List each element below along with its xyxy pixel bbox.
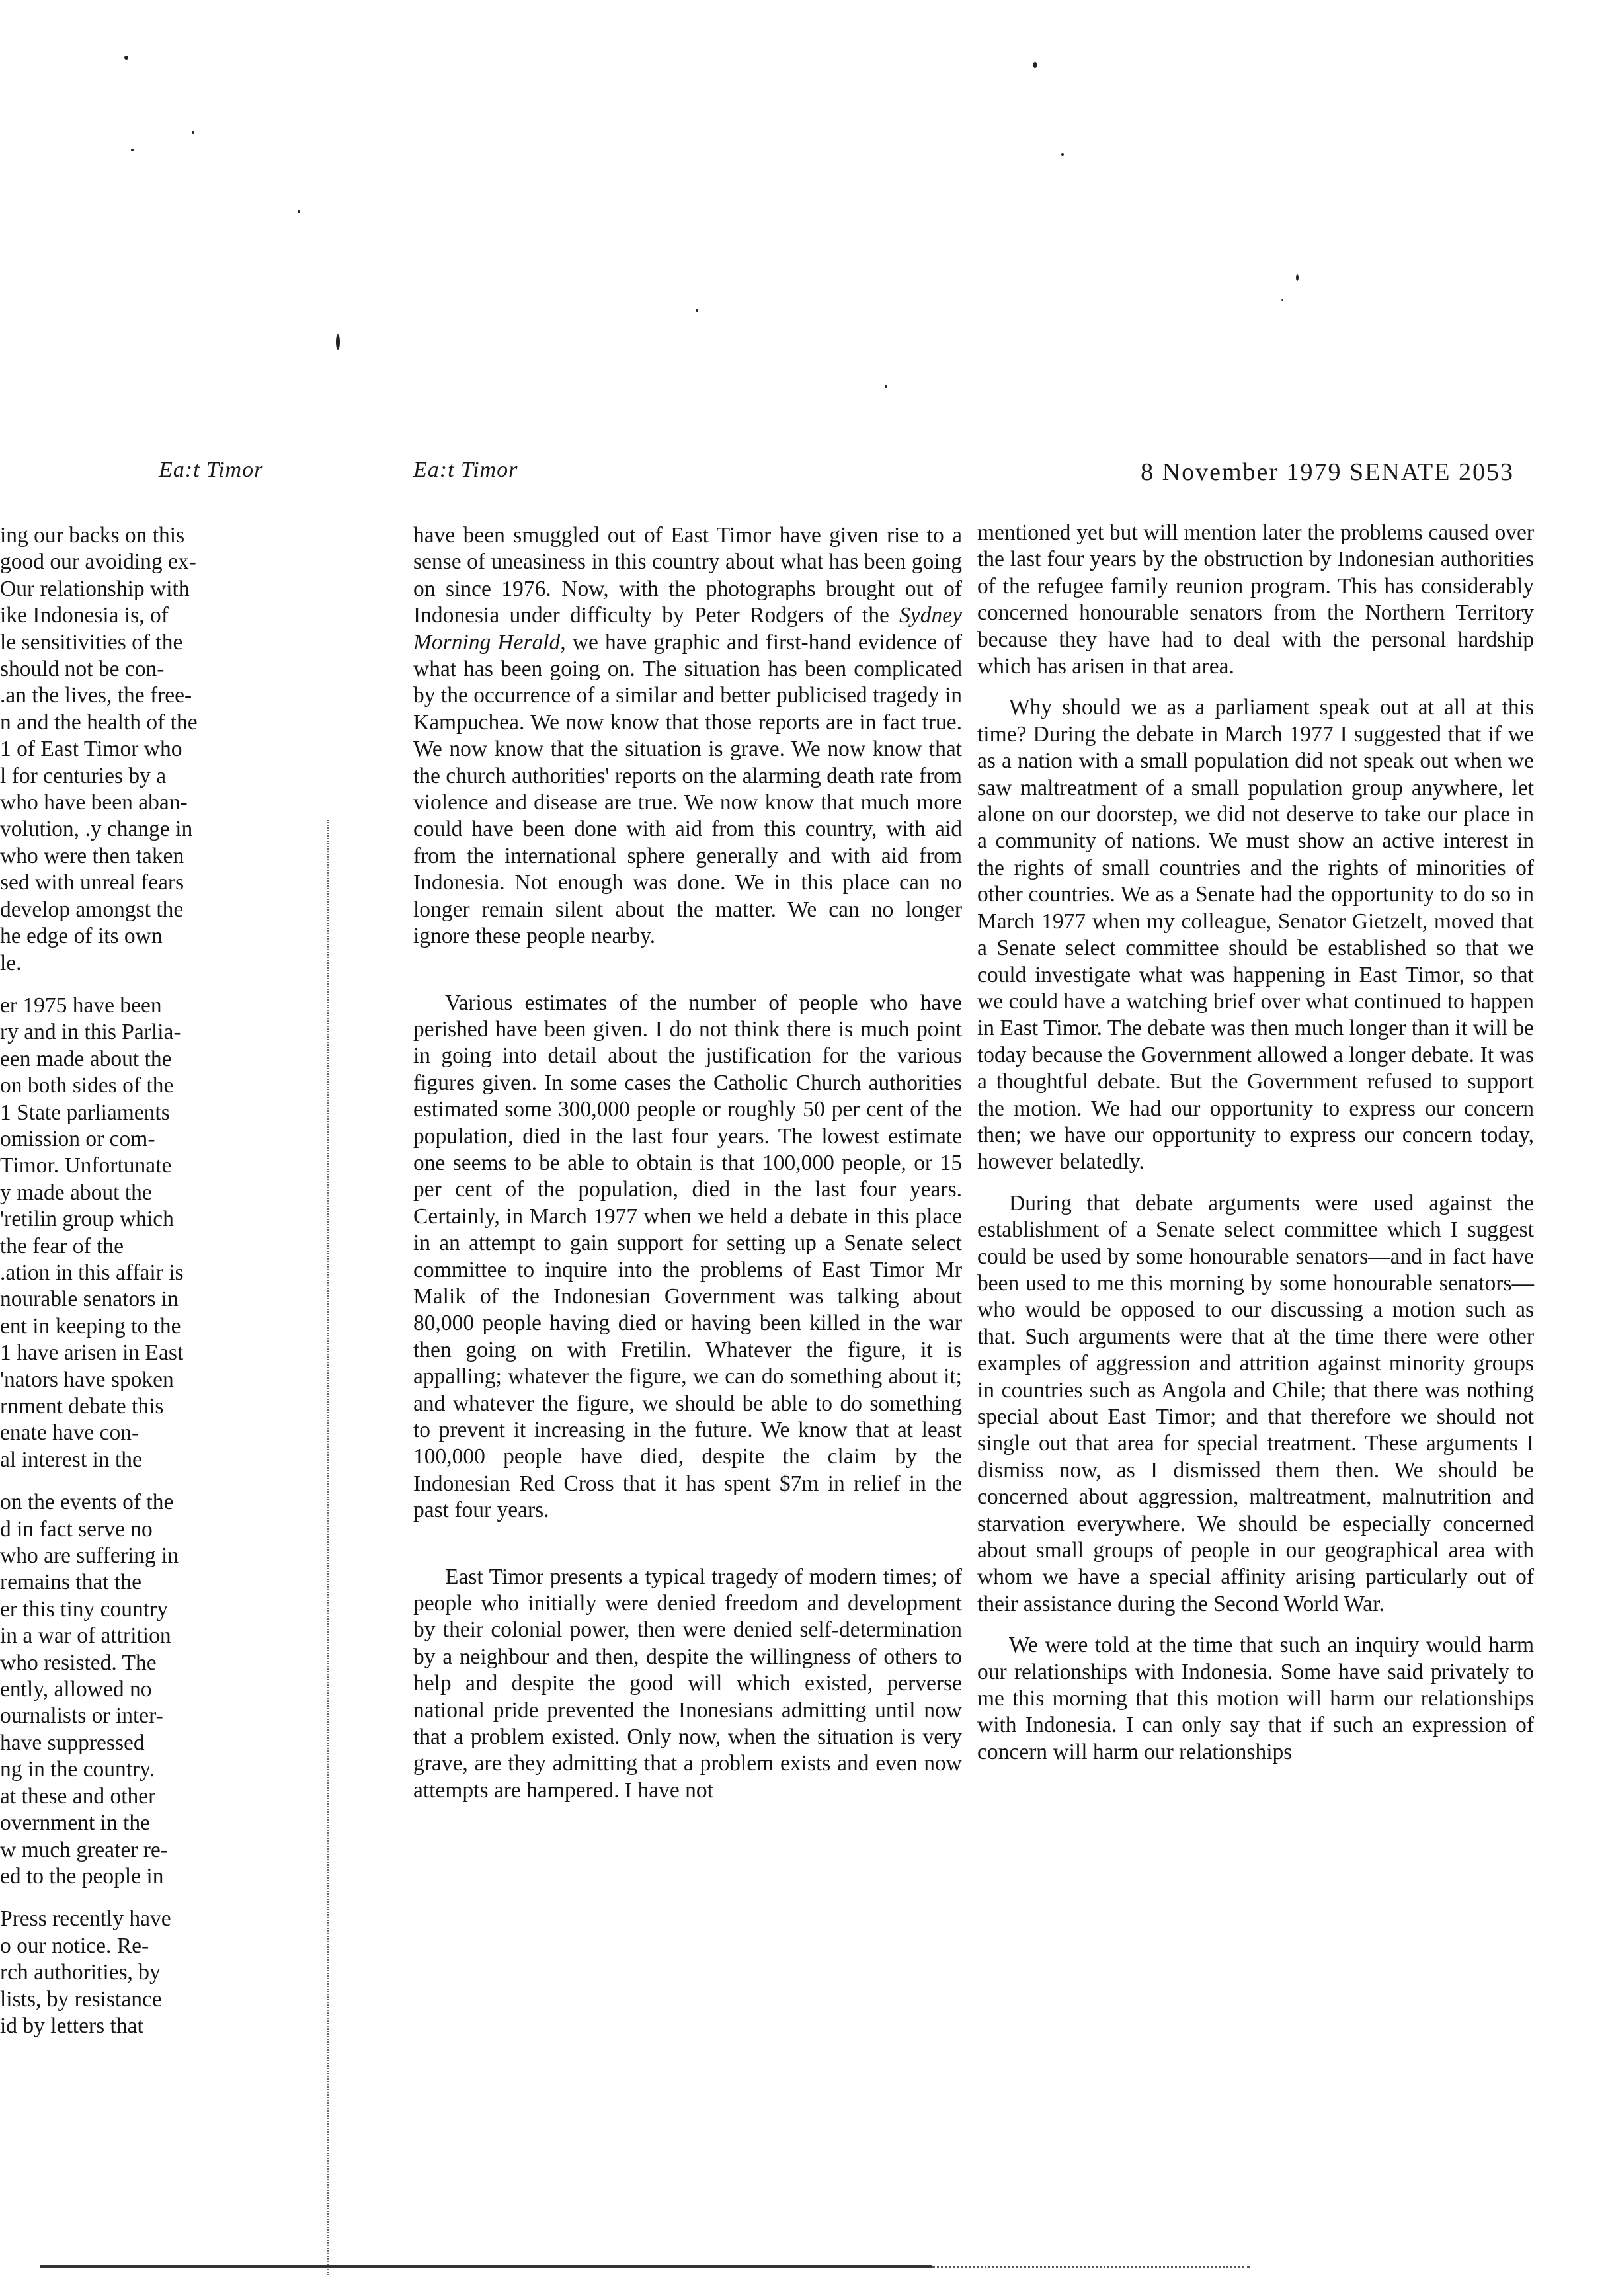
text-fragment: .an the lives, the free- bbox=[0, 683, 192, 708]
text-fragment: y made about the bbox=[0, 1180, 152, 1205]
text-fragment: enate have con- bbox=[0, 1420, 140, 1446]
scan-speck bbox=[124, 56, 128, 60]
text-fragment: een made about the bbox=[0, 1046, 172, 1071]
text-fragment: le. bbox=[0, 950, 22, 975]
text-fragment: l for centuries by a bbox=[0, 763, 167, 788]
text-fragment: should not be con- bbox=[0, 657, 165, 682]
text-fragment: develop amongst the bbox=[0, 897, 184, 922]
text-fragment: who have been aban- bbox=[0, 790, 188, 815]
scan-speck bbox=[1296, 274, 1299, 281]
right-column bbox=[977, 520, 1534, 1766]
text-fragment: rch authorities, by bbox=[0, 1960, 161, 1985]
text-fragment: good our avoiding ex- bbox=[0, 550, 196, 575]
paragraph: We were told at the time that such an inquiry would harm our relationships with Indonesia. Some have said privately to me this morning that this motion will harm our relationships with Indonesia. I can only say that if such an expression of concern will harm our relationships bbox=[977, 1633, 1534, 1764]
text-fragment: he edge of its own bbox=[0, 924, 163, 949]
text-fragment: ed to the people in bbox=[0, 1864, 164, 1889]
text-fragment: omission or com- bbox=[0, 1126, 155, 1151]
paragraph: have been smuggled out of East Timor have given rise to a sense of uneasiness in this country about what has been going on since 1976. Now, with the photographs brought out of Indonesia under difficulty by Peter Rodgers of the Sydney Morning Herald, we have graphic and first-hand evidence of what has been going on. The situation has been complicated by the occurrence of a similar and better publicised tragedy in Kampuchea. We now know that those reports are in fact true. We now know that the situation is grave. We now know that the church authorities' reports on the alarming death rate from violence and disease are true. We now know that much more could have been done with aid from this country, with aid from the international sphere generally and with aid from Indonesia. Not enough was done. We in this place can no longer remain silent about the matter. We can no longer ignore these people nearby. bbox=[413, 523, 963, 949]
text-fragment: w much greater re- bbox=[0, 1837, 168, 1862]
text-fragment: er 1975 have been bbox=[0, 993, 162, 1018]
text-fragment: ent in keeping to the bbox=[0, 1313, 181, 1338]
text-fragment: 1 have arisen in East bbox=[0, 1340, 184, 1366]
text-fragment: who are suffering in bbox=[0, 1543, 179, 1569]
text-fragment: ing our backs on this bbox=[0, 523, 185, 548]
text-fragment: .ation in this affair is bbox=[0, 1260, 184, 1285]
text-fragment: who resisted. The bbox=[0, 1650, 157, 1675]
text-fragment: 1 State parliaments bbox=[0, 1100, 170, 1125]
text-fragment: volution, .y change in bbox=[0, 817, 193, 842]
scan-speck bbox=[1281, 299, 1283, 301]
text-fragment: Timor. Unfortunate bbox=[0, 1153, 172, 1178]
text-fragment: id by letters that bbox=[0, 2013, 143, 2038]
text-fragment: overnment in the bbox=[0, 1811, 150, 1836]
text-fragment: ry and in this Parlia- bbox=[0, 1020, 181, 1045]
text-fragment: the fear of the bbox=[0, 1233, 124, 1258]
left-column-fragments bbox=[0, 522, 278, 2039]
text-fragment: who were then taken bbox=[0, 843, 184, 868]
bottom-scan-edge-dotted bbox=[932, 2266, 1250, 2268]
text-fragment: at these and other bbox=[0, 1784, 156, 1809]
text-fragment: ently, allowed no bbox=[0, 1677, 152, 1702]
scan-speck bbox=[298, 210, 300, 213]
text-fragment: le sensitivities of the bbox=[0, 630, 183, 655]
blank-line bbox=[0, 1473, 278, 1489]
blank-line bbox=[0, 977, 278, 993]
text-fragment: on the events of the bbox=[0, 1490, 174, 1515]
scan-speck bbox=[1033, 62, 1037, 68]
text-fragment: rnment debate this bbox=[0, 1394, 164, 1418]
blank-line bbox=[0, 1890, 278, 1906]
running-title-left: Ea:t Timor bbox=[159, 458, 264, 482]
text-fragment: remains that the bbox=[0, 1570, 141, 1595]
paragraph: Various estimates of the number of people who have perished have been given. I do not think there is much point in going into detail about the justification for the various figures given. In some cases the Catholic Church authorities estimated some 300,000 people or roughly 50 per cent of the population, died in the last four years. The lowest estimate one seems to be able to obtain is that 100,000 people, or 15 per cent of the population, died in the last four years. Certainly, in March 1977 when we held a debate in this place in an attempt to gain support for setting up a Senate select committee to inquire into the problems of East Timor Mr Malik of the Indonesian Government was talking about 80,000 people having died or having been killed in the war then going on with Fretilin. Whatever the figure, it is appalling; whatever the figure, we can do something about it; and whatever the figure, we should be able to do something to prevent it increasing in the future. We know that at least 100,000 people have died, despite the claim by the Indonesian Red Cross that it has spent $7m in relief in the past four years. bbox=[413, 990, 962, 1523]
scan-speck bbox=[696, 309, 698, 312]
running-title-middle: Ea:t Timor bbox=[413, 458, 518, 482]
scan-speck bbox=[131, 149, 134, 151]
paragraph: mentioned yet but will mention later the problems caused over the last four years by the obstruction by Indonesian authorities of the refugee family reunion program. This has considerably concerned honourable senators from the Northern Territory because they have had to deal with the personal hardship which has arisen in that area. bbox=[977, 520, 1534, 679]
text-fragment: sed with unreal fears bbox=[0, 870, 184, 895]
page-header-date-chamber-number: 8 November 1979 SENATE 2053 bbox=[1141, 458, 1514, 486]
text-fragment: ournalists or inter- bbox=[0, 1703, 163, 1729]
bottom-scan-edge bbox=[40, 2265, 932, 2268]
gutter-mark bbox=[327, 820, 331, 2275]
text-fragment: ng in the country. bbox=[0, 1757, 155, 1782]
text-fragment: nourable senators in bbox=[0, 1287, 179, 1312]
text-fragment: ike Indonesia is, of bbox=[0, 603, 169, 628]
newspaper-title: Sydney Morning Herald, bbox=[413, 603, 962, 655]
scan-speck bbox=[1061, 153, 1064, 156]
paragraph: During that debate arguments were used against the establishment of a Senate select committee which I suggest could be used by some honourable senators—and in fact have been used to me this morning by some honourable senators—who would be opposed to our discussing a motion such as that. Such arguments were that at the time there were other examples of aggression and attrition against minority groups in countries such as Angola and Chile; that there was nothing special about East Timor; and that therefore we should not single out that area for special treatment. These arguments I dismiss now, as I dismissed them then. We should be concerned about aggression, maltreatment, malnutrition and starvation everywhere. We should be especially concerned about small groups of people in our geographical area with whom we have a special affinity arising particularly out of their assistance during the Second World War. bbox=[977, 1190, 1534, 1616]
text-fragment: on both sides of the bbox=[0, 1073, 174, 1098]
text-fragment: n and the health of the bbox=[0, 710, 198, 735]
paragraph: East Timor presents a typical tragedy of modern times; of people who initially were denied freedom and development by their colonial power, then were denied self-determination by a neighbour and then, despite the willingness of others to help and despite the good will which existed, perverse national pride prevented the Inonesians admitting until now that a problem existed. Only now, when the situation is very grave, are they admitting that a problem exists and even now attempts are hampered. I have not bbox=[413, 1564, 962, 1803]
scan-speck bbox=[885, 385, 887, 388]
text-fragment: al interest in the bbox=[0, 1447, 142, 1472]
text-fragment: lists, by resistance bbox=[0, 1987, 162, 2012]
middle-column bbox=[413, 522, 962, 1804]
text-fragment: d in fact serve no bbox=[0, 1516, 153, 1541]
text-fragment: er this tiny country bbox=[0, 1596, 168, 1621]
text-fragment: in a war of attrition bbox=[0, 1623, 171, 1649]
text-fragment: 1 of East Timor who bbox=[0, 737, 182, 762]
text-fragment: have suppressed bbox=[0, 1730, 145, 1755]
scan-speck bbox=[336, 334, 340, 350]
text-fragment: 'retilin group which bbox=[0, 1207, 174, 1232]
text-fragment: o our notice. Re- bbox=[0, 1933, 149, 1958]
text-fragment: Press recently have bbox=[0, 1906, 171, 1932]
text-fragment: Our relationship with bbox=[0, 576, 190, 601]
scan-speck bbox=[192, 131, 194, 134]
text-fragment: 'nators have spoken bbox=[0, 1367, 174, 1392]
paragraph: Why should we as a parliament speak out at all at this time? During the debate in March 1977 I suggested that if we as a nation with a small population did not speak out when we saw maltreatment of a small population group anywhere, let alone on our doorstep, we did not deserve to take our place in a community of nations. We must show an active interest in the rights of small countries and the rights of minorities of other countries. We as a Senate had the opportunity to do so in March 1977 when my colleague, Senator Gietzelt, moved that a Senate select committee should be established so that we could investigate what was happening in East Timor, so that we could have a watching brief over what continued to happen in East Timor. The debate was then much longer than it will be today because the Government allowed a longer debate. It was a thoughtful debate. But the Government refused to support the motion. We had our opportunity to express our concern then; we have our opportunity to express our concern today, however belatedly. bbox=[977, 695, 1534, 1174]
